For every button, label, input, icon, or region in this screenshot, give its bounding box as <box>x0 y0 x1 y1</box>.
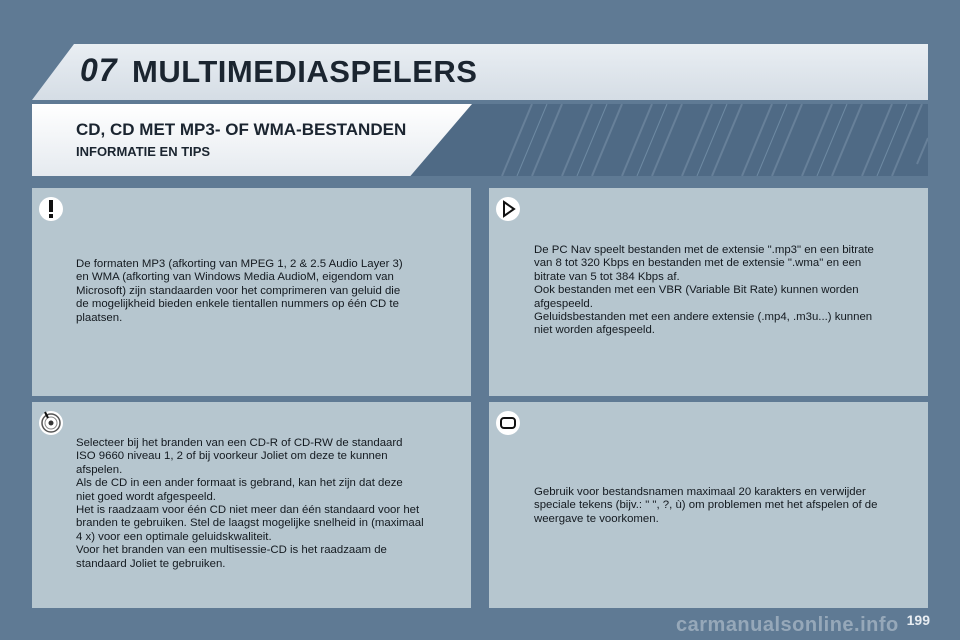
note-icon <box>493 408 523 438</box>
section-subtitle: INFORMATIE EN TIPS <box>76 144 211 159</box>
warning-icon <box>36 194 66 224</box>
disc-icon <box>36 408 66 438</box>
panel-text-formats: De formaten MP3 (afkorting van MPEG 1, 2 & 2.5 Audio Layer 3) en WMA (afkorting van Windows Media AudioM, eigendom van Microsoft) zijn standaarden voor het comprimeren van geluid die de mogelijkheid bieden enkele tientallen nummers op één CD te plaatsen. <box>76 258 403 324</box>
panel-text-filenames: Gebruik voor bestandsnamen maximaal 20 karakters en verwijder speciale tekens (bijv.: " ", ?, ù) om problemen met het afspelen of de weergave te voorkomen. <box>534 486 878 525</box>
watermark: carmanualsonline.info <box>676 614 899 636</box>
chapter-title: MULTIMEDIASPELERS <box>132 54 478 89</box>
chapter-number: 07 <box>80 52 118 88</box>
panel-text-playback: De PC Nav speelt bestanden met de extensie ".mp3" en een bitrate van 8 tot 320 Kbps en bestanden met de extensie ".wma" en een bitrate van 5 tot 384 Kbps af. Ook bestanden met een VBR (Variable Bit Rate) kunnen worden afgespeeld. Geluidsbestanden met een andere extensie (.mp4, .m3u...) kunnen niet worden afgespeeld. <box>534 244 874 337</box>
section-title-background <box>32 104 472 176</box>
page-number: 199 <box>906 612 930 628</box>
section-title: CD, CD MET MP3- OF WMA-BESTANDEN <box>76 120 407 139</box>
panel-text-burning: Selecteer bij het branden van een CD-R of CD-RW de standaard ISO 9660 niveau 1, 2 of bij voorkeur Joliet om deze te kunnen afspelen. Als de CD in een ander formaat is gebrand, kan het zijn dat deze niet goed wordt afgespeeld. Het is raadzaam voor één CD niet meer dan één standaard voor het branden te gebruiken. Stel de laagst mogelijke snelheid in (maximaal 4 x) voor een optimale geluidskwaliteit. Voor het branden van een multisessie-CD is het raadzaam de standaard Joliet te gebruiken. <box>76 437 424 570</box>
play-icon <box>493 194 523 224</box>
